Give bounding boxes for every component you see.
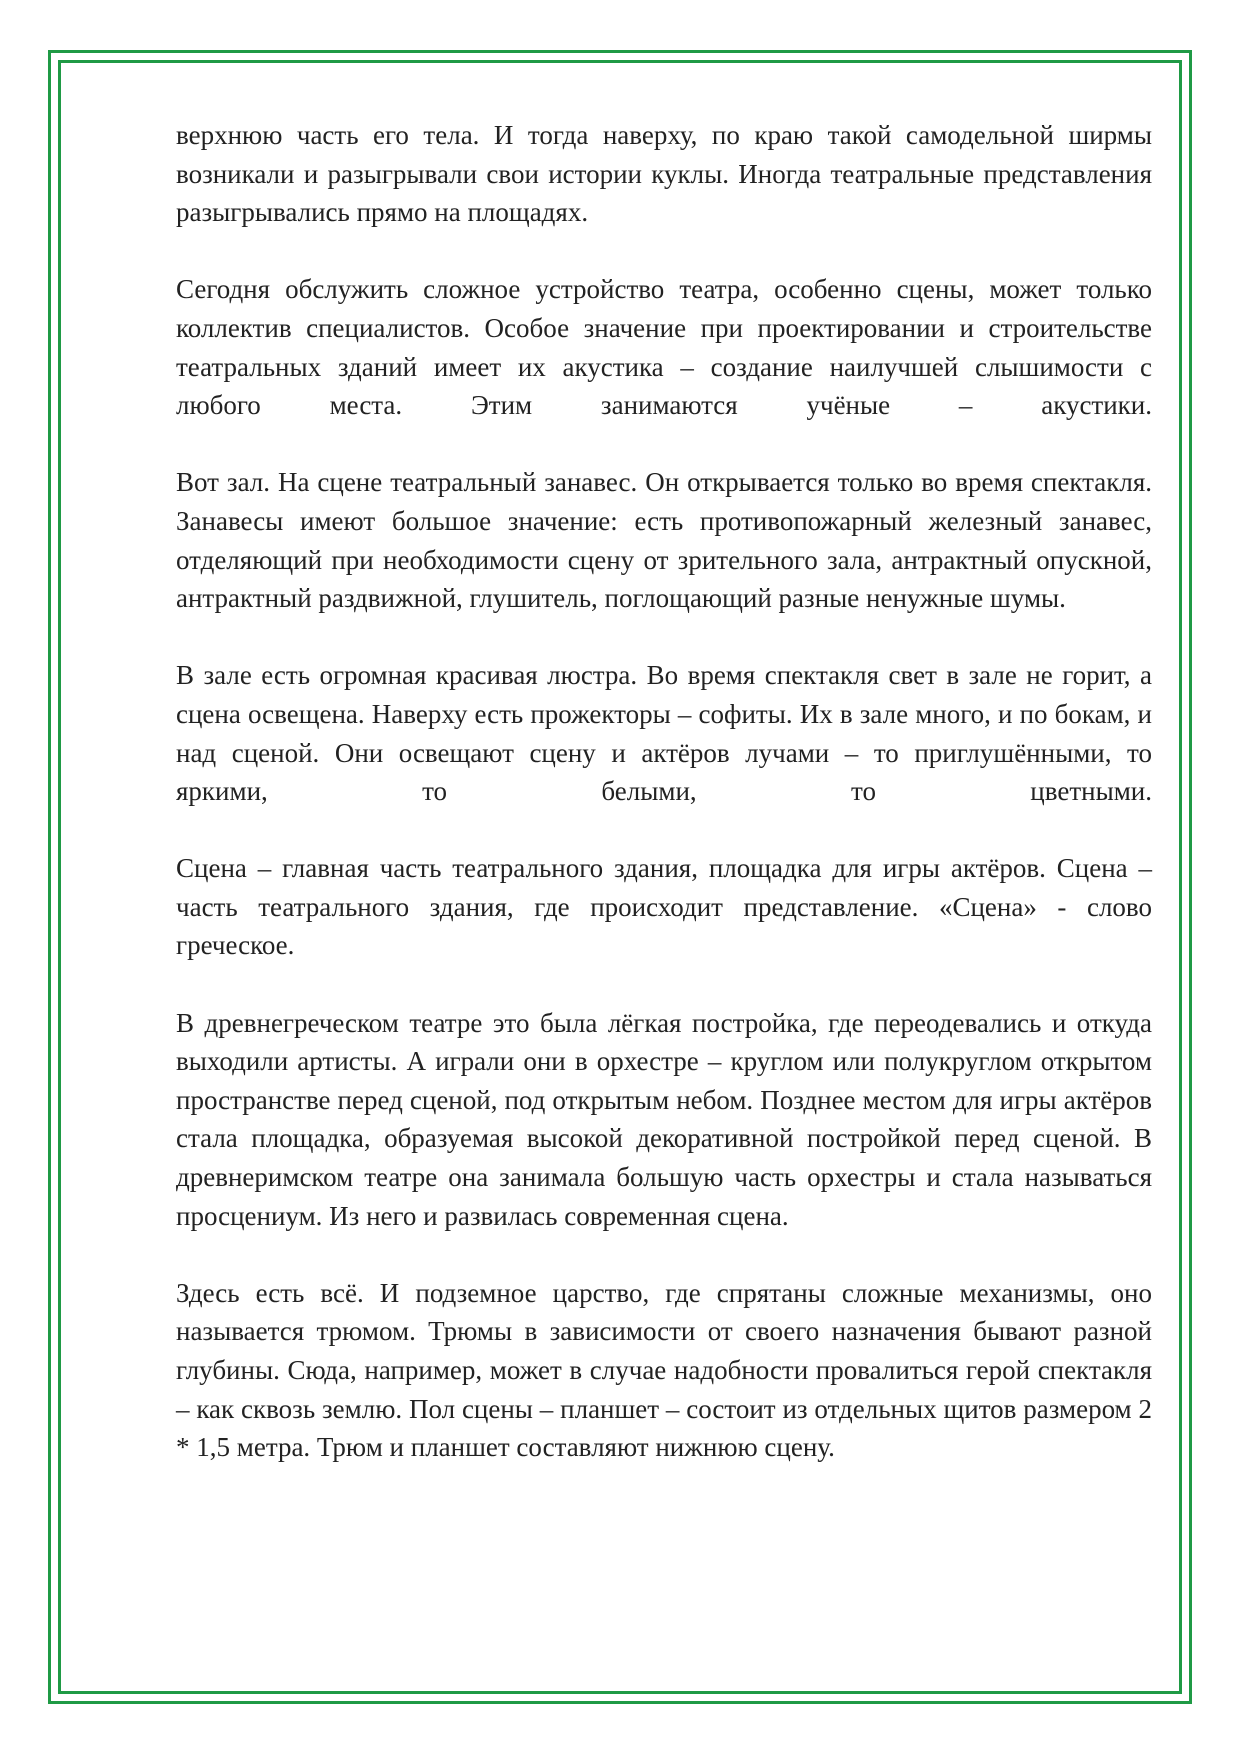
document-body xyxy=(176,116,1152,1505)
paragraph-puppet-screen: верхнюю часть его тела. И тогда наверху, по краю такой самодельной ширмы возникали и разыгрывали свои истории куклы. Иногда театральные представления разыгрывались прямо на площадях. xyxy=(176,120,1152,228)
paragraph-greek-theatre: В древнегреческом театре это была лёгкая постройка, где переодевались и откуда выходили артисты. А играли они в орхестре – круглом или полукруглом открытом пространстве перед сценой, под открытым небом. Позднее местом для игры актёров стала площадка, образуемая высокой декоративной постройкой перед сценой. В древнеримском театре она занимала большую часть орхестры и стала называться просцениум. Из него и развилась современная сцена. xyxy=(176,1007,1152,1231)
paragraph-acoustics: Сегодня обслужить сложное устройство театра, особенно сцены, может только коллектив специалистов. Особое значение при проектировании и строительстве театральных зданий имеет их акустика – создание наилучшей слышимости с любого места. Этим занимаются учёные – акустики. xyxy=(176,274,1152,421)
paragraph-curtain: Вот зал. На сцене театральный занавес. Он открывается только во время спектакля. Занавесы имеют большое значение: есть противопожарный железный занавес, отделяющий при необходимости сцену от зрительного зала, антрактный опускной, антрактный раздвижной, глушитель, поглощающий разные ненужные шумы. xyxy=(176,467,1152,614)
paragraph-chandelier: В зале есть огромная красивая люстра. Во время спектакля свет в зале не горит, а сцена освещена. Наверху есть прожекторы – софиты. Их в зале много, и по бокам, и над сценой. Они освещают сцену и актёров лучами – то приглушёнными, то яркими, то белыми, то цветными. xyxy=(176,660,1152,807)
paragraph-understage: Здесь есть всё. И подземное царство, где спрятаны сложные механизмы, оно называется трюмом. Трюмы в зависимости от своего назначения бывают разной глубины. Сюда, например, может в случае надобности провалиться герой спектакля – как сквозь землю. Пол сцены – планшет – состоит из отдельных щитов размером 2 * 1,5 метра. Трюм и планшет составляют нижнюю сцену. xyxy=(176,1277,1152,1463)
paragraph-stage-definition: Сцена – главная часть театрального здания, площадка для игры актёров. Сцена – часть театрального здания, где происходит представление. «Сцена» - слово греческое. xyxy=(176,853,1152,961)
